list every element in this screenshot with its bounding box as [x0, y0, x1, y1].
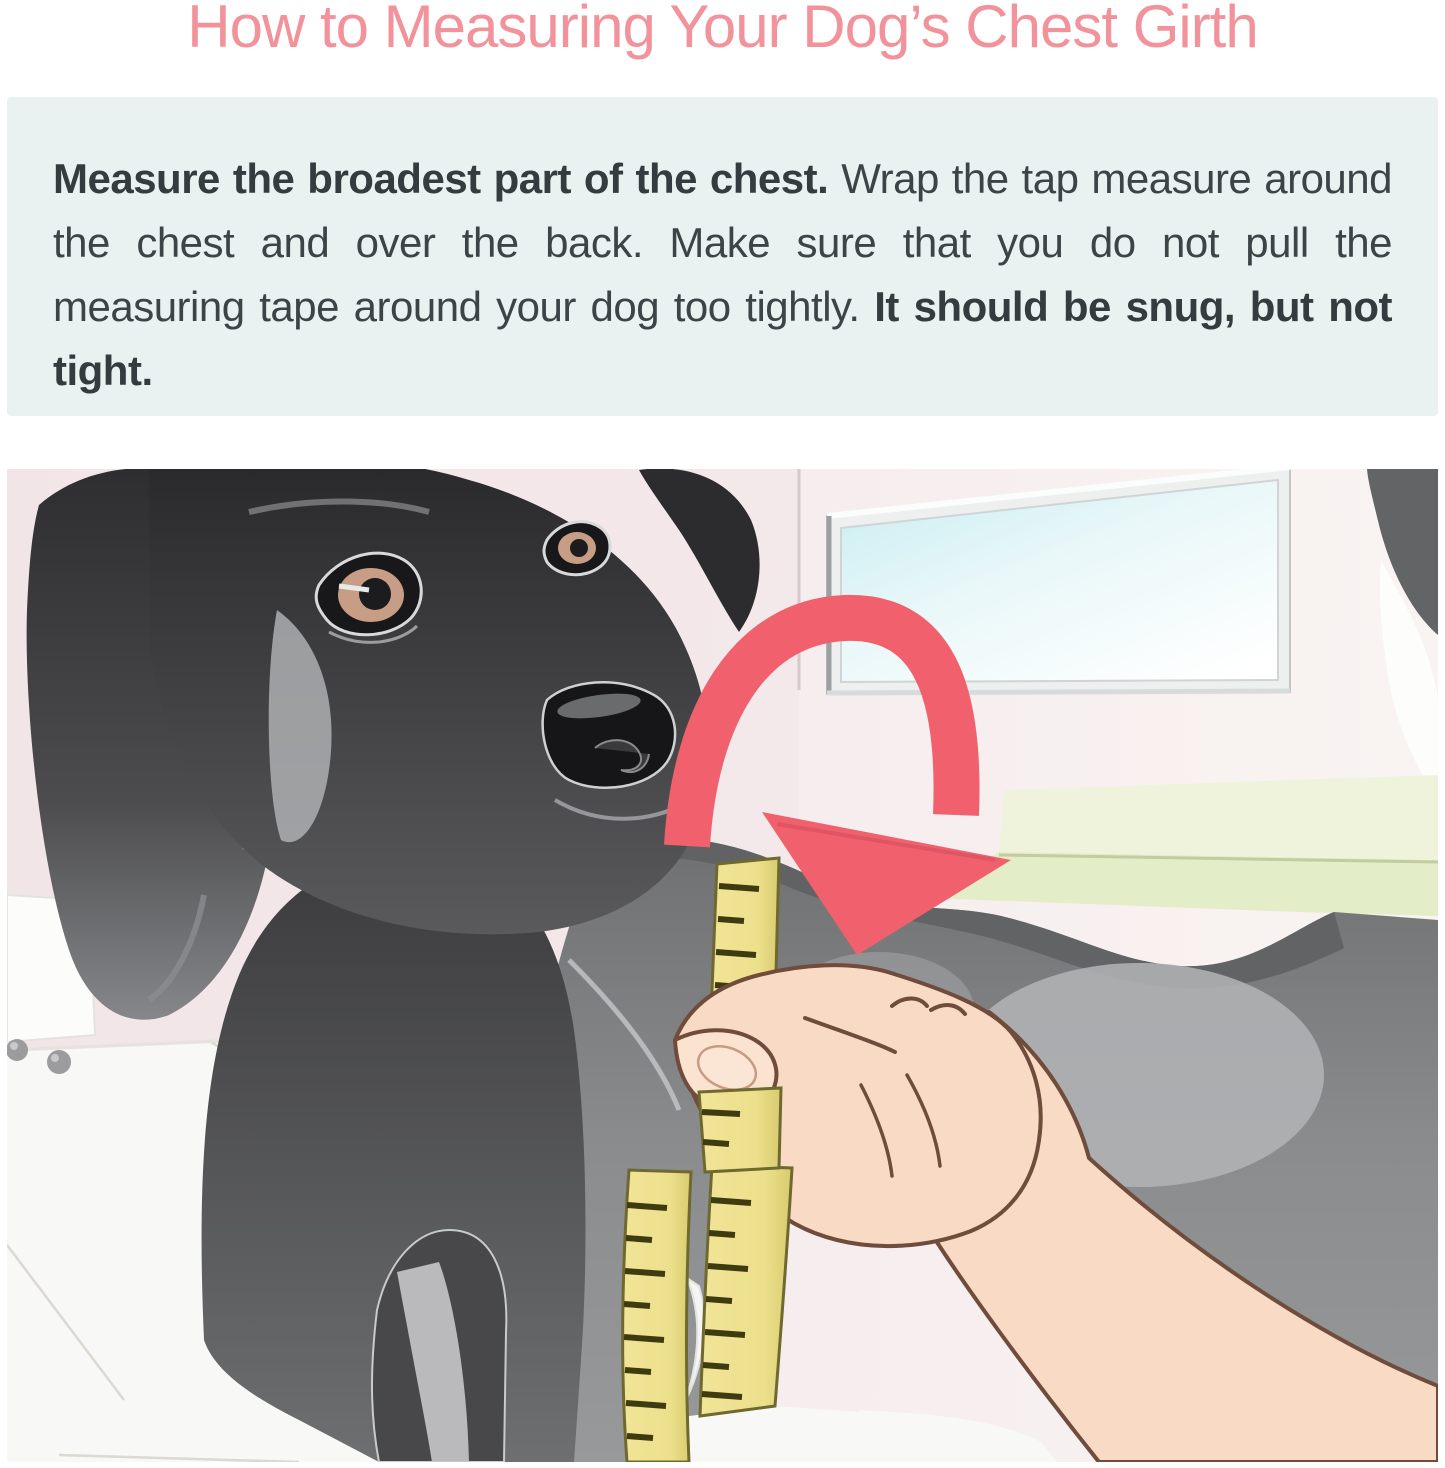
instruction-middle: Wrap the tap measure around the chest and over the back. Make sure that you do not pull the measuring tape around your dog too tightly.: [53, 155, 1392, 330]
instruction-lead-bold: Measure the broadest part of the chest.: [53, 155, 829, 202]
measuring-tape-grip-segment: [699, 1088, 781, 1172]
measuring-tape-hanging-right: [700, 1165, 792, 1416]
page-title: How to Measuring Your Dog’s Chest Girth: [187, 0, 1258, 60]
exam-table: [929, 775, 1438, 916]
instruction-paragraph: [53, 147, 1392, 403]
dog-measurement-illustration: [7, 469, 1438, 1462]
instruction-tail-bold: It should be snug, but not tight.: [53, 283, 1393, 394]
measuring-tape-hanging-left: [623, 1170, 691, 1462]
dog-nose: [543, 682, 675, 788]
instruction-box: [7, 97, 1438, 416]
